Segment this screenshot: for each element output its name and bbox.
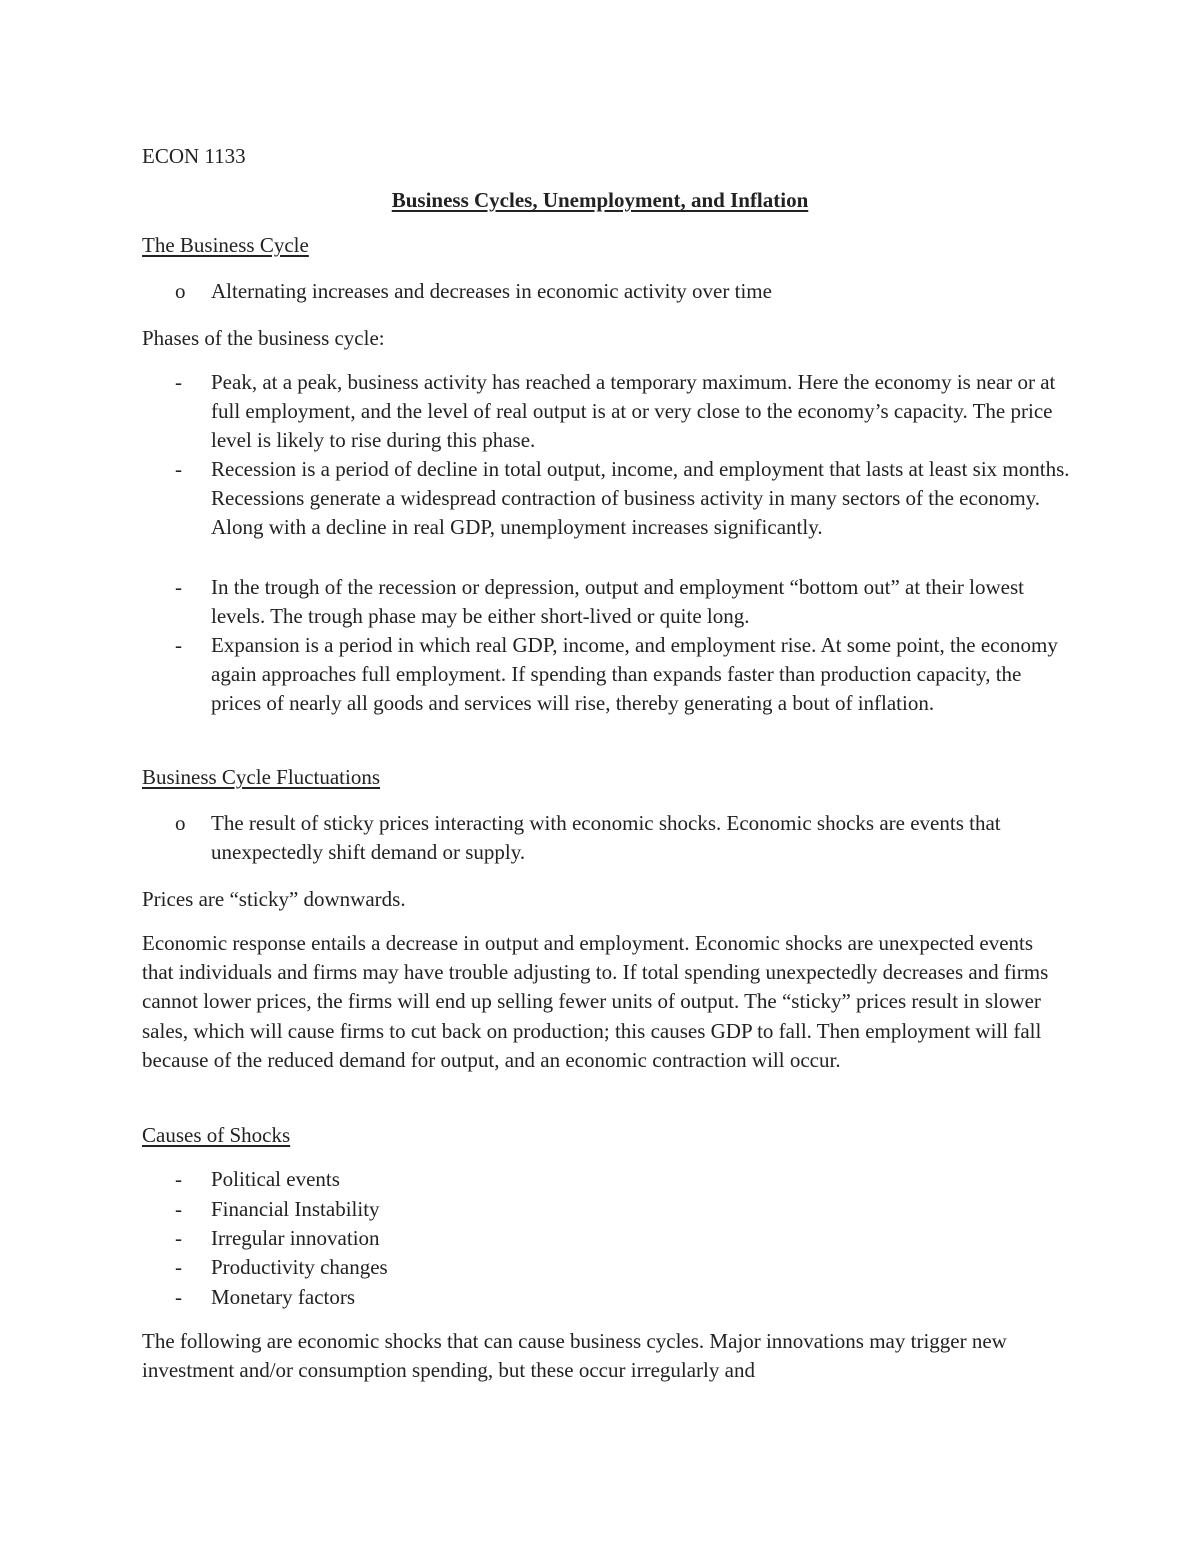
shock-cause: Productivity changes	[211, 1255, 388, 1279]
dash-marker: -	[175, 575, 182, 599]
dash-marker: -	[175, 370, 182, 394]
shocks-paragraph: The following are economic shocks that can cause business cycles. Major innovations may trigger new investment and/or consumption spending, but these occur irregularly and	[142, 1329, 1007, 1383]
phase-recession: Recession is a period of decline in total output, income, and employment that lasts at least six months. Recessions generate a widespread contraction of business activity in many sectors of the economy. Along with a decline in real GDP, unemployment increases significantly.	[211, 457, 1070, 540]
dash-marker: -	[175, 1197, 182, 1221]
business-cycle-definition: Alternating increases and decreases in economic activity over time	[211, 279, 772, 303]
phase-expansion: Expansion is a period in which real GDP, income, and employment rise. At some point, the economy again approaches full employment. If spending than expands faster than production capacity, the prices of nearly all goods and services will rise, thereby generating a bout of inflation.	[211, 633, 1058, 716]
sticky-prices-note: Prices are “sticky” downwards.	[142, 887, 406, 911]
phase-trough: In the trough of the recession or depression, output and employment “bottom out” at their lowest levels. The trough phase may be either short-lived or quite long.	[211, 575, 1024, 629]
dash-marker: -	[175, 457, 182, 481]
heading-fluctuations: Business Cycle Fluctuations	[142, 765, 380, 789]
dash-marker: -	[175, 1167, 182, 1191]
phase-peak: Peak, at a peak, business activity has reached a temporary maximum. Here the economy is near or at full employment, and the level of real output is at or very close to the economy’s capacity. The price level is likely to rise during this phase.	[211, 370, 1056, 453]
shock-cause: Irregular innovation	[211, 1226, 380, 1250]
bullet-marker: o	[175, 279, 186, 303]
shock-cause: Financial Instability	[211, 1197, 380, 1221]
fluctuations-definition: The result of sticky prices interacting with economic shocks. Economic shocks are events that unexpectedly shift demand or supply.	[211, 811, 1001, 865]
shock-cause: Monetary factors	[211, 1285, 356, 1309]
heading-business-cycle: The Business Cycle	[142, 233, 309, 257]
shock-cause: Political events	[211, 1167, 340, 1191]
dash-marker: -	[175, 1226, 182, 1250]
dash-marker: -	[175, 633, 182, 657]
economic-response-paragraph: Economic response entails a decrease in output and employment. Economic shocks are unexpected events that individuals and firms may have trouble adjusting to. If total spending unexpectedly decreases and firms cannot lower prices, the firms will end up selling fewer units of output. The “sticky” prices result in slower sales, which will cause firms to cut back on production; this causes GDP to fall. Then employment will fall because of the reduced demand for output, and an economic contraction will occur.	[142, 931, 1049, 1072]
document-title: Business Cycles, Unemployment, and Inflation	[391, 188, 809, 212]
bullet-marker: o	[175, 811, 186, 835]
course-code: ECON 1133	[142, 144, 246, 168]
heading-causes-of-shocks: Causes of Shocks	[142, 1123, 291, 1147]
dash-marker: -	[175, 1255, 182, 1279]
phases-intro: Phases of the business cycle:	[142, 326, 385, 350]
dash-marker: -	[175, 1285, 182, 1309]
